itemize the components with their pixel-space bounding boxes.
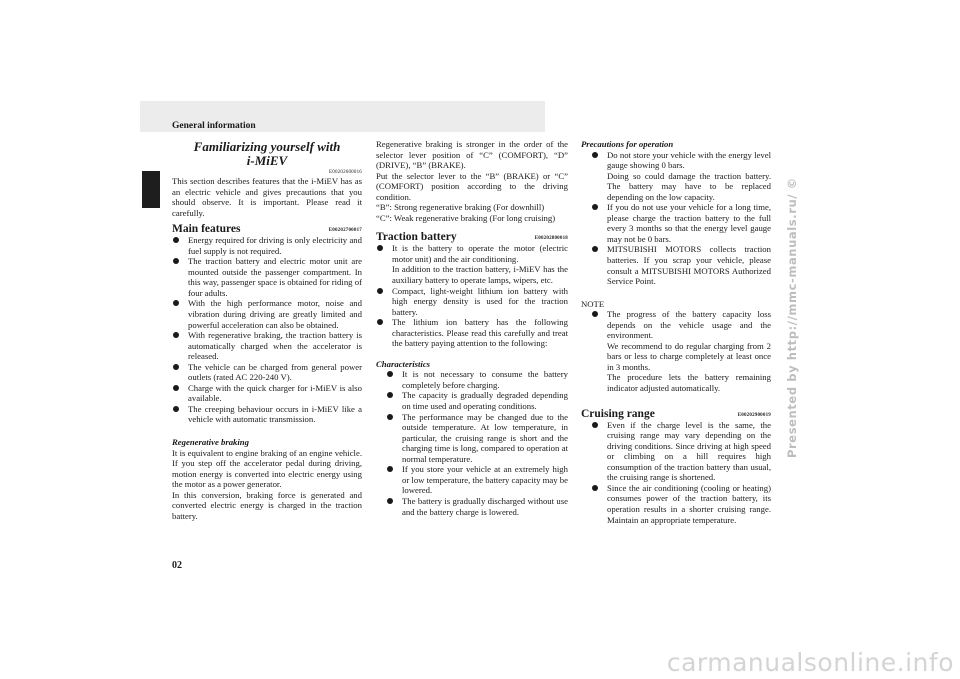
- section-tab-marker: [142, 171, 160, 208]
- main-features-code: E00202700017: [328, 228, 362, 234]
- bullet-icon: [592, 152, 598, 158]
- bullet-icon: [592, 246, 598, 252]
- list-item: It is the battery to operate the motor (electric motor unit) and the air conditioning. In addition to the traction battery, i-MiEV has the auxiliary battery to operate lamps, wipers, etc.: [376, 243, 568, 285]
- list-item: If you do not use your vehicle for a long time, please charge the traction battery to the full every 3 months so that the energy level gauge may not be 0 bars.: [591, 202, 771, 244]
- bullet-icon: [387, 498, 393, 504]
- regen-paragraph-2: In this conversion, braking force is generated and converted electric energy is charged in the traction battery.: [172, 489, 362, 521]
- title-line-2: i-MiEV: [246, 153, 288, 168]
- list-item: Compact, light-weight lithium ion battery with high energy density is used for the traction battery.: [376, 286, 568, 318]
- bullet-icon: [173, 364, 179, 370]
- bullet-icon: [377, 245, 383, 251]
- title-line-1: Familiarizing yourself with: [193, 139, 341, 154]
- cruising-list: [591, 420, 771, 525]
- bullet-icon: [377, 319, 383, 325]
- list-item: With the high performance motor, noise and vibration during driving are greatly limited and powerful acceleration can also be obtained.: [172, 298, 362, 330]
- bullet-icon: [173, 406, 179, 412]
- characteristics-heading: Characteristics: [376, 358, 431, 369]
- precautions-heading: Precautions for operation: [581, 139, 674, 149]
- cruising-heading: Cruising range: [581, 407, 655, 420]
- page-number: 02: [172, 560, 182, 571]
- traction-heading-row: [376, 231, 568, 243]
- traction-heading: Traction battery: [376, 231, 457, 244]
- column-3: [581, 139, 771, 525]
- bullet-icon: [592, 311, 598, 317]
- bullet-icon: [592, 422, 598, 428]
- regen-cont-paragraph-1: Regenerative braking is stronger in the order of the selector lever position of “C” (COMFORT), “D” (DRIVE), “B” (BRAKE).: [376, 139, 568, 171]
- bullet-icon: [377, 288, 383, 294]
- page-title: [172, 140, 362, 168]
- regen-c-line: “C”: Weak regenerative braking (For long cruising): [376, 212, 556, 223]
- list-item: Even if the charge level is the same, the cruising range may vary depending on the driving conditions. Since driving at high speed or climbing on a hill requires high consumption of the traction battery than usual, the cruising range is shortened.: [591, 420, 771, 483]
- bullet-icon: [387, 371, 393, 377]
- characteristics-list: [386, 369, 568, 517]
- bullet-icon: [173, 385, 179, 391]
- main-features-list: [172, 235, 362, 425]
- list-item: The lithium ion battery has the following characteristics. Please read this carefully and treat the battery paying attention to the following:: [376, 317, 568, 349]
- bullet-icon: [592, 485, 598, 491]
- traction-list: [376, 243, 568, 348]
- list-item: The traction battery and electric motor unit are mounted outside the passenger compartment. In this way, passenger space is obtained for riding of four adults.: [172, 256, 362, 298]
- intro-paragraph: This section describes features that the i-MiEV has as an electric vehicle and gives precautions that you should observe. It is important. Please read it carefully.: [172, 176, 362, 218]
- list-item: Energy required for driving is only electricity and fuel supply is not required.: [172, 235, 362, 256]
- bullet-icon: [387, 414, 393, 420]
- bullet-icon: [387, 466, 393, 472]
- column-2: [376, 139, 568, 517]
- list-item: The creeping behaviour occurs in i-MiEV like a vehicle with automatic transmission.: [172, 404, 362, 425]
- main-features-heading: Main features: [172, 223, 241, 236]
- bullet-icon: [592, 204, 598, 210]
- bottom-watermark: carmanualsonline.info: [666, 648, 954, 677]
- list-item: The progress of the battery capacity loss depends on the vehicle usage and the environment. We recommend to do regular charging from 2 bars or less to charge completely at least once in 3 months. The procedure lets the battery remaining indicator adjusted automatically.: [591, 309, 771, 393]
- traction-code: E00202800018: [534, 236, 568, 242]
- column-1: [172, 140, 362, 521]
- list-item: MITSUBISHI MOTORS collects traction batteries. If you scrap your vehicle, please consult a MITSUBISHI MOTORS Authorized Service Point.: [591, 244, 771, 286]
- side-watermark: Presented by http://mmc-manuals.ru/ ©: [785, 177, 799, 458]
- list-item: If you store your vehicle at an extremely high or low temperature, the battery capacity may be lowered.: [386, 464, 568, 496]
- list-item: Charge with the quick charger for i-MiEV is also available.: [172, 383, 362, 404]
- list-item: It is not necessary to consume the battery completely before charging.: [386, 369, 568, 390]
- cruising-code: E00202900019: [737, 412, 771, 418]
- note-list: [591, 309, 771, 393]
- list-item: The performance may be changed due to the outside temperature. At low temperature, in particular, the cruising range is short and the charging time is long, compared to operation at normal temperature.: [386, 412, 568, 465]
- bullet-icon: [173, 300, 179, 306]
- bullet-icon: [173, 258, 179, 264]
- bullet-icon: [173, 237, 179, 243]
- cruising-heading-row: [581, 408, 771, 420]
- regen-paragraph-1: It is equivalent to engine braking of an engine vehicle. If you step off the accelerator pedal during driving, motion energy is converted into electric energy using the motor as a power generator.: [172, 447, 362, 490]
- bullet-icon: [173, 332, 179, 338]
- list-item: The battery is gradually discharged without use and the battery charge is lowered.: [386, 496, 568, 517]
- regen-b-line: “B”: Strong regenerative braking (For downhill): [376, 202, 545, 213]
- note-heading: NOTE: [581, 298, 605, 309]
- precautions-list: [591, 150, 771, 287]
- list-item: Do not store your vehicle with the energy level gauge showing 0 bars. Doing so could damage the traction battery. The battery may have to be replaced depending on the low capacity.: [591, 150, 771, 203]
- bullet-icon: [387, 392, 393, 398]
- list-item: The capacity is gradually degraded depending on time used and operating conditions.: [386, 390, 568, 411]
- list-item: The vehicle can be charged from general power outlets (rated AC 220-240 V).: [172, 362, 362, 383]
- title-code: E00202600016: [329, 170, 362, 175]
- section-header: General information: [172, 121, 256, 131]
- regen-heading: Regenerative braking: [172, 437, 249, 448]
- list-item: Since the air conditioning (cooling or heating) consumes power of the traction battery, its operation results in a shorter cruising range. Maintain an appropriate temperature.: [591, 483, 771, 525]
- list-item: With regenerative braking, the traction battery is automatically charged when the accelerator is released.: [172, 330, 362, 362]
- regen-cont-paragraph-2: Put the selector lever to the “B” (BRAKE) or “C” (COMFORT) position according to the driving condition.: [376, 170, 568, 202]
- main-features-heading-row: [172, 223, 362, 235]
